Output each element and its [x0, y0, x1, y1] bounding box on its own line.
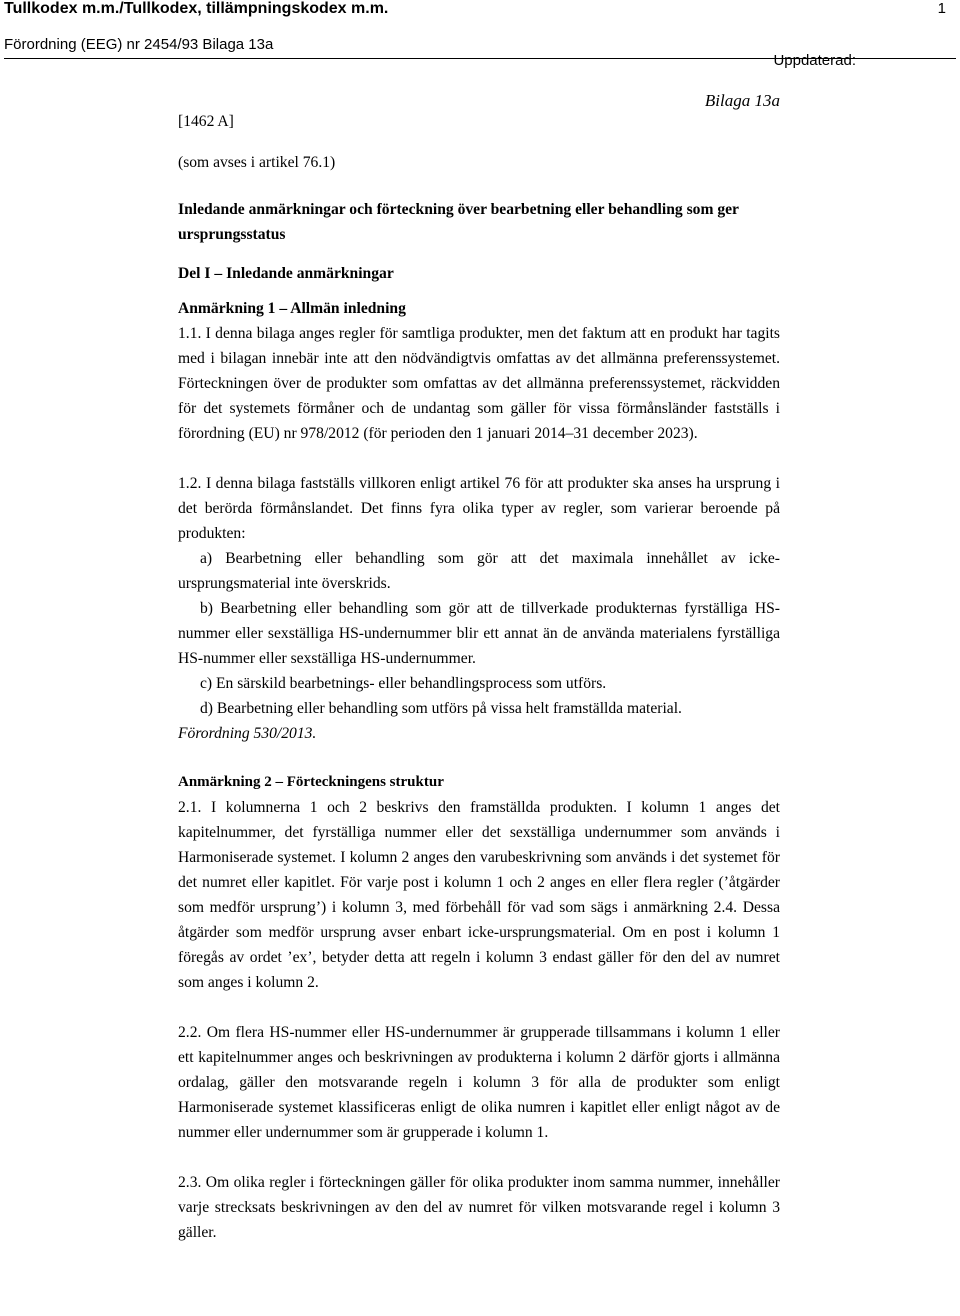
updated-label: Uppdaterad:: [773, 52, 856, 69]
paragraph-1-1: 1.1. I denna bilaga anges regler för samtliga produkter, men det faktum att en produkt har tagits med i bilagan innebär inte att den nödvändigtvis omfattas av det allmänna preferenssystemet. Förteckningen över de produkter som omfattas av det allmänna preferenssystemet, räckvidden för det systemets förmåner och de undantag som gäller för vissa förmånsländer fastställs i förordning (EU) nr 978/2012 (för perioden den 1 januari 2014–31 december 2023).: [178, 325, 780, 442]
reference-number: [1462 A]: [178, 113, 234, 130]
item-b: b) Bearbetning eller behandling som gör att de tillverkade produkternas fyrställiga HS-nummer eller sexställiga HS-undernummer blir ett annat än de använda materialens fyrställiga HS-nummer eller sexställiga HS-undernummer.: [178, 600, 780, 667]
document-body: [178, 88, 780, 1245]
header-subtitle: Förordning (EEG) nr 2454/93 Bilaga 13a: [4, 36, 274, 53]
header-title: Tullkodex m.m./Tullkodex, tillämpningskodex m.m.: [4, 0, 389, 17]
item-c: c) En särskild bearbetnings- eller behandlingsprocess som utförs.: [200, 675, 607, 692]
reference-article: (som avses i artikel 76.1): [178, 154, 336, 171]
paragraph-1-2: 1.2. I denna bilaga fastställs villkoren enligt artikel 76 för att produkter ska anses ha ursprung i det berörda förmånslandet. Det finns fyra olika typer av regler, som varierar beroende på produkten:: [178, 475, 780, 542]
note1-heading: Anmärkning 1 – Allmän inledning: [178, 300, 406, 317]
item-d: d) Bearbetning eller behandling som utförs på vissa helt framställda material.: [200, 700, 682, 717]
main-heading: Inledande anmärkningar och förteckning över bearbetning eller behandling som ger ursprungsstatus: [178, 201, 739, 243]
paragraph-2-3: 2.3. Om olika regler i förteckningen gäller för olika produkter inom samma nummer, innehåller varje strecksats beskrivningen av den del av numret för vilken motsvarande regel i kolumn 3 gäller.: [178, 1174, 780, 1241]
note2-heading: Anmärkning 2 – Förteckningens struktur: [178, 774, 444, 790]
paragraph-2-1: 2.1. I kolumnerna 1 och 2 beskrivs den framställda produkten. I kolumn 1 anges det kapitelnummer, det fyrställiga nummer eller det sexställiga undernummer som används i Harmoniserade systemet. I kolumn 2 anges den varubeskrivning som används i det systemet för det numret eller kapitlet. För varje post i kolumn 1 och 2 anges en eller flera regler (’åtgärder som medför ursprung’) i kolumn 3, med förbehåll för vad som sägs i anmärkning 2.4. Dessa åtgärder som medför ursprung avser enbart icke-ursprungsmaterial. Om en post i kolumn 1 föregås av ordet ’ex’, betyder detta att regeln i kolumn 3 endast gäller för den del av numret som anges i kolumn 2.: [178, 799, 780, 991]
paragraph-2-2: 2.2. Om flera HS-nummer eller HS-undernummer är grupperade tillsammans i kolumn 1 eller ett kapitelnummer anges och beskrivningen av produkterna i kolumn 2 därför gjorts i allmänna ordalag, gäller den motsvarande regeln i kolumn 3 för alla de produkter som enligt Harmoniserade systemet klassificeras enligt de olika numren i kapitlet eller enligt något av de nummer eller undernummer som är grupperade i kolumn 1.: [178, 1024, 780, 1141]
header-divider: [4, 58, 956, 59]
annex-label: Bilaga 13a: [704, 91, 780, 110]
part-heading: Del I – Inledande anmärkningar: [178, 265, 394, 282]
page-number: 1: [937, 0, 946, 17]
item-a: a) Bearbetning eller behandling som gör att det maximala innehållet av icke-ursprungsmaterial inte överskrids.: [178, 550, 780, 592]
regulation-reference: Förordning 530/2013.: [178, 725, 317, 742]
